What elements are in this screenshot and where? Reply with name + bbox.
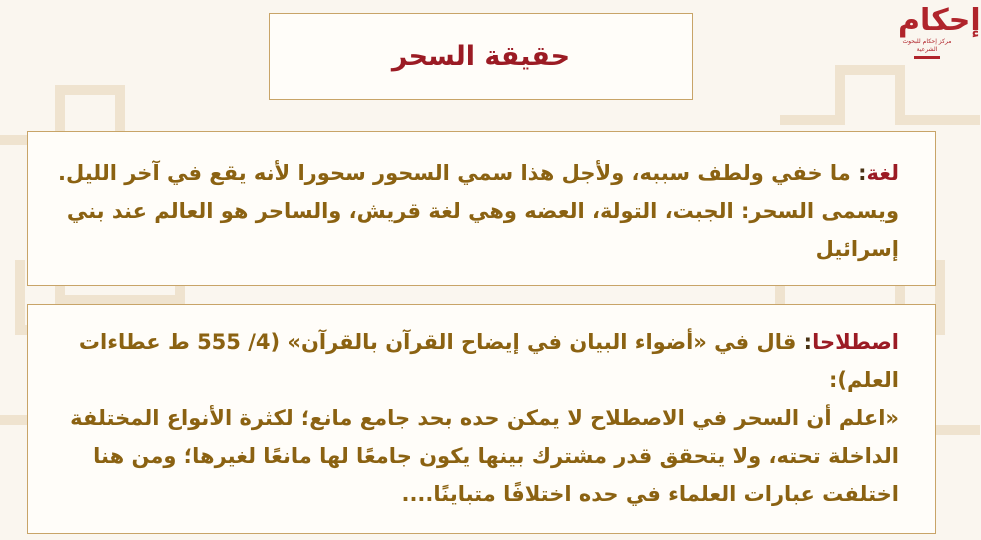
terminology-label: اصطلاحا <box>812 330 899 354</box>
language-label-colon: : <box>850 161 867 185</box>
logo-mark: إحكام <box>898 3 981 38</box>
title-box <box>269 13 693 100</box>
logo-subtitle: مركز إحكام للبحوث الشرعية <box>902 38 952 53</box>
terminology-definition-text <box>28 305 935 513</box>
language-definition-text <box>28 132 935 268</box>
slide-title: حقيقة السحر <box>391 41 571 72</box>
terminology-source: قال في «أضواء البيان في إيضاح القرآن بالقرآن» (4/ 555 ط عطاءات العلم): <box>78 330 899 392</box>
language-line-2: ويسمى السحر: الجبت، التولة، العضه وهي لغة قريش، والساحر هو العالم عند بني إسرائيل <box>66 199 899 261</box>
language-line-1: ما خفي ولطف سببه، ولأجل هذا سمي السحور سحورا لأنه يقع في آخر الليل. <box>57 161 851 185</box>
language-definition-box <box>27 131 936 286</box>
terminology-quote: «اعلم أن السحر في الاصطلاح لا يمكن حده بحد جامع مانع؛ لكثرة الأنواع المختلفة الداخلة تحته، ولا يتحقق قدر مشترك بينها يكون جامعًا لها مانعًا لغيرها؛ ومن هنا اختلفت عبارات العلماء في حده اختلافًا متباينًا.... <box>70 406 899 506</box>
logo <box>898 3 981 60</box>
terminology-definition-box <box>27 304 936 534</box>
language-label: لغة <box>866 161 899 185</box>
logo-underline <box>914 56 940 59</box>
terminology-label-colon: : <box>796 330 813 354</box>
